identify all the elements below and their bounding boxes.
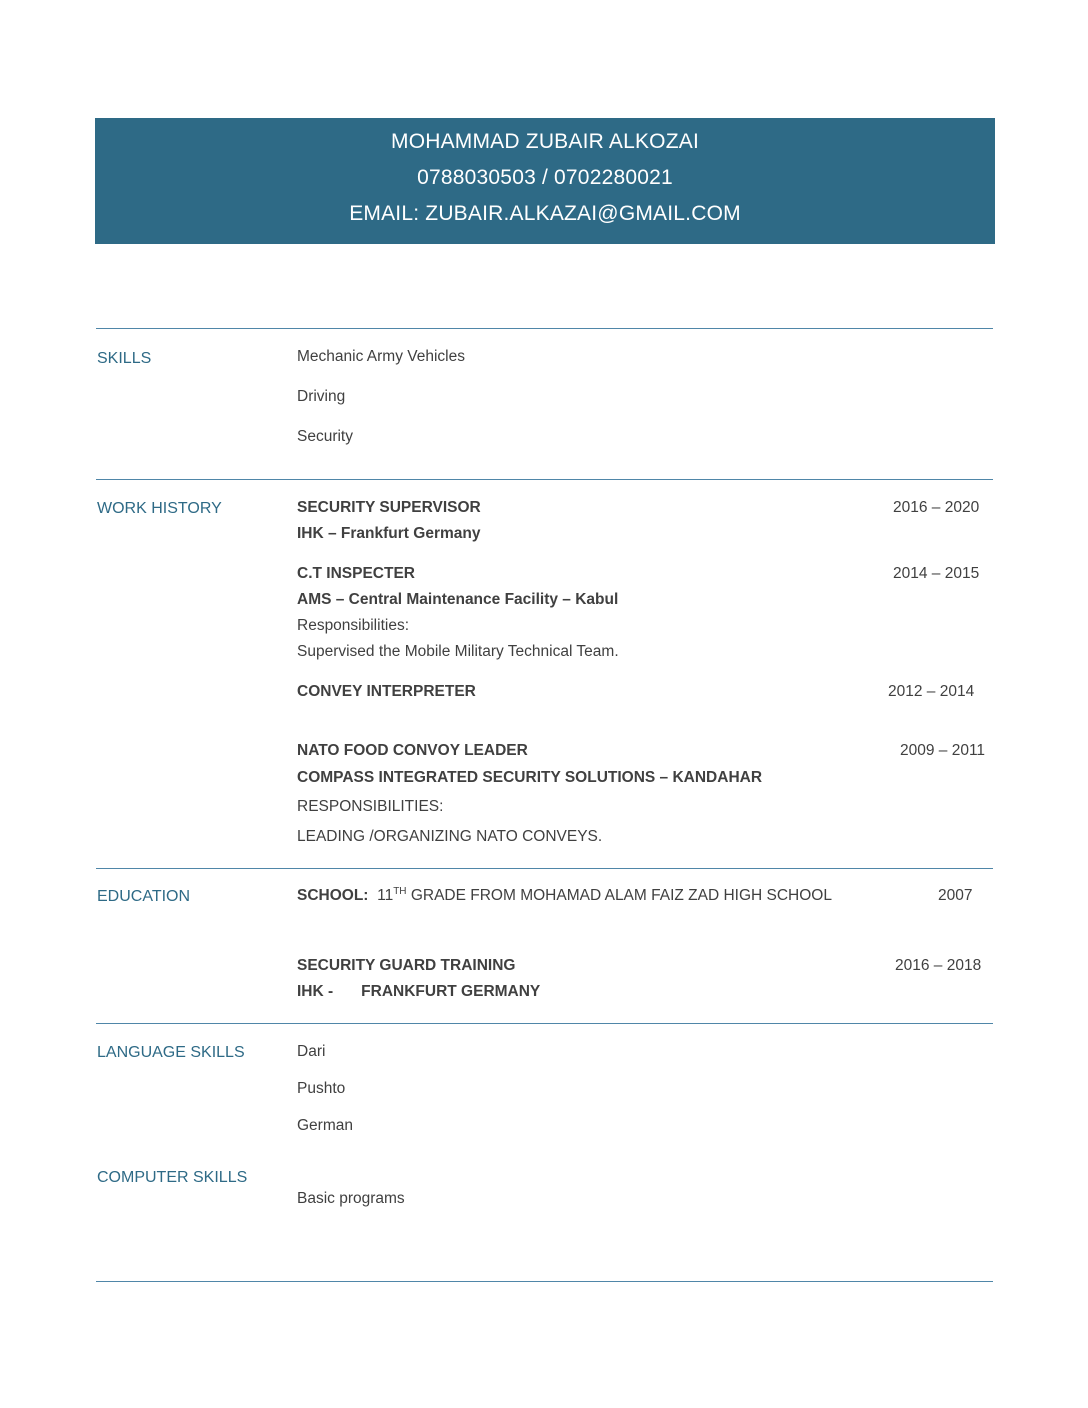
section-divider [96,1023,993,1024]
job-resp: Supervised the Mobile Military Technical Team. [297,643,619,660]
language-item: Dari [297,1043,326,1060]
education-label: EDUCATION [97,888,191,905]
training-title: SECURITY GUARD TRAINING [297,957,516,974]
school-text: GRADE FROM MOHAMAD ALAM FAIZ ZAD HIGH SCHOOL [410,887,832,904]
section-divider [96,1281,993,1282]
phone-numbers: 0788030503 / 0702280021 [417,166,673,189]
training-org-location: FRANKFURT GERMANY [361,983,541,1000]
school-grade-suffix: TH [393,886,407,897]
computer-skill-item: Basic programs [297,1190,405,1207]
work-history-label: WORK HISTORY [97,500,222,517]
job-title: CONVEY INTERPRETER [297,683,476,700]
skill-item: Driving [297,388,346,405]
language-item: Pushto [297,1080,346,1097]
job-dates: 2009 – 2011 [900,742,986,759]
job-resp-label: Responsibilities: [297,617,409,634]
school-year: 2007 [938,887,973,904]
section-divider [96,479,993,480]
computer-skills-label: COMPUTER SKILLS [97,1169,248,1186]
language-item: German [297,1117,353,1134]
language-skills-label: LANGUAGE SKILLS [97,1044,245,1061]
skill-item: Mechanic Army Vehicles [297,348,465,365]
job-org: AMS – Central Maintenance Facility – Kabul [297,591,619,608]
school-entry [297,886,832,906]
header-band [95,118,995,244]
training-dates: 2016 – 2018 [895,957,982,974]
job-org: COMPASS INTEGRATED SECURITY SOLUTIONS – KANDAHAR [297,769,763,786]
job-resp: LEADING /ORGANIZING NATO CONVEYS. [297,828,603,845]
section-divider [96,328,993,329]
job-resp-label: RESPONSIBILITIES: [297,798,444,815]
job-org: IHK – Frankfurt Germany [297,525,481,542]
training-org-prefix: IHK - [297,983,334,1000]
section-divider [96,868,993,869]
job-dates: 2012 – 2014 [888,683,975,700]
email-line: EMAIL: ZUBAIR.ALKAZAI@GMAIL.COM [349,202,741,225]
job-title: SECURITY SUPERVISOR [297,499,481,516]
school-label: SCHOOL: [297,887,369,904]
job-dates: 2016 – 2020 [893,499,980,516]
job-title: NATO FOOD CONVOY LEADER [297,742,528,759]
job-title: C.T INSPECTER [297,565,415,582]
training-org [297,982,540,1002]
school-grade: 11 [377,887,394,904]
job-dates: 2014 – 2015 [893,565,980,582]
skills-label: SKILLS [97,350,152,367]
skill-item: Security [297,428,353,445]
candidate-name: MOHAMMAD ZUBAIR ALKOZAI [391,130,699,153]
